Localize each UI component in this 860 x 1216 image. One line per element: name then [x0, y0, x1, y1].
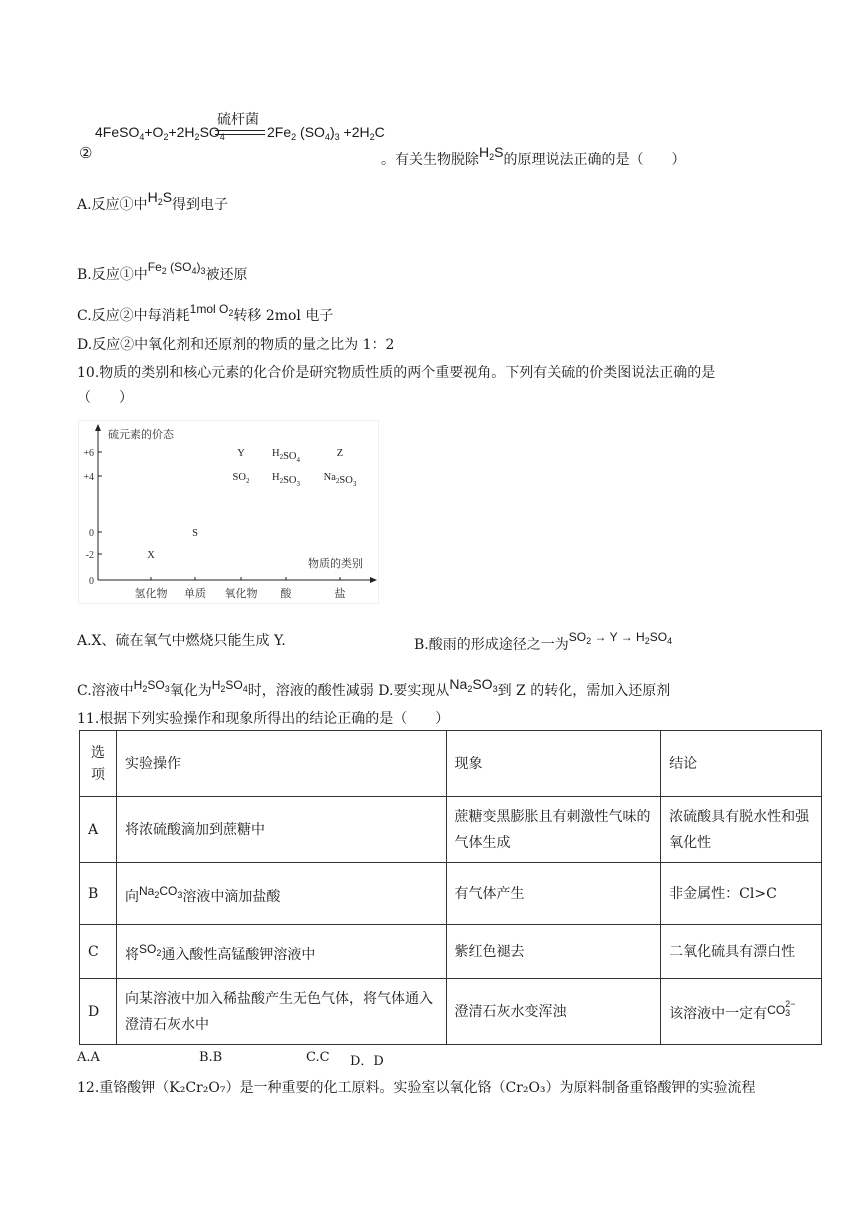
point-label-H2SO3: $H_2SO_3$ [271, 472, 301, 488]
y-tick-label: 0 [89, 576, 94, 587]
q9-option-b: B.反应①中$Fe_2$ $(SO_4)_3$被还原 [77, 260, 248, 283]
row-b-conclusion: 非金属性：Cl>C [661, 863, 822, 925]
x-tick-label: 氢化物 [134, 587, 168, 600]
point-label-Z: Z [336, 448, 344, 459]
equation-2-catalyst: 硫杆菌 [217, 112, 259, 128]
point-label-Na2SO3: $Na_2SO_3$ [323, 472, 357, 488]
y-tick-label: -2 [85, 550, 94, 561]
row-b-phenomenon: 有气体产生 [446, 863, 661, 925]
table-header-row [80, 731, 822, 797]
q11-answer-b: B.B [199, 1050, 223, 1065]
chart-frame [78, 420, 379, 604]
equation-2-rhs: $2Fe_2$ $(SO_4)_3 +2H_2C$ [267, 124, 385, 142]
q9-option-d: D.反应②中氧化剂和还原剂的物质的量之比为 1：2 [77, 337, 395, 353]
row-d-conclusion: 该溶液中一定有CO 2− 3 [661, 979, 822, 1045]
q11-answer-d: D．D [350, 1054, 384, 1069]
y-tick-label: 0 [89, 528, 94, 539]
q11-answer-c: C.C [306, 1050, 330, 1065]
x-tick-label: 氧化物 [224, 587, 258, 600]
equation-2-double-bar [215, 130, 265, 135]
q10-stem: 10.物质的类别和核心元素的化合价是研究物质性质的两个重要视角。下列有关硫的价类图说法正确的是 [77, 365, 716, 381]
x-tick-label: 单质 [184, 587, 206, 600]
table-row [80, 797, 822, 863]
header-option: 选项 [80, 731, 117, 797]
table-row [80, 925, 822, 979]
row-a-option: A [80, 797, 117, 863]
row-b-operation: 向$Na_2CO_3$溶液中滴加盐酸 [116, 863, 446, 925]
row-d-option: D [80, 979, 117, 1045]
x-tick-label: 酸 [280, 587, 292, 600]
row-a-operation: 将浓硫酸滴加到蔗糖中 [116, 797, 446, 863]
point-label-S: S [192, 528, 198, 539]
y-tick-label: +4 [83, 472, 94, 483]
q9-option-c: C.反应②中每消耗1mol $O_2$转移 2mol 电子 [77, 302, 334, 324]
sulfur-valence-chart [78, 420, 379, 604]
experiment-table [79, 730, 822, 1045]
q10-paren: （ ） [77, 390, 133, 406]
q10-option-b: B.酸雨的形成途径之一为$SO_2 \to Y \to H_2SO_4$ [414, 630, 673, 653]
q11-stem: 11.根据下列实验操作和现象所得出的结论正确的是（ ） [77, 711, 450, 727]
header-operation: 实验操作 [116, 731, 446, 797]
q12-stem: 12.重铬酸钾（K₂Cr₂O₇）是一种重要的化工原料。实验室以氧化铬（Cr₂O₃）为原料制备重铬酸钾的实验流程 [77, 1080, 756, 1096]
q10-option-a: A.X、硫在氧气中燃烧只能生成 Y. [77, 633, 286, 649]
y-axis-label: 硫元素的价态 [108, 428, 174, 441]
equation-2-lhs: $4FeSO_4+O_2+2H_2SO_4$ [95, 124, 225, 142]
row-c-conclusion: 二氧化硫具有漂白性 [661, 925, 822, 979]
header-conclusion: 结论 [661, 731, 822, 797]
row-a-phenomenon: 蔗糖变黑膨胀且有刺激性气味的气体生成 [446, 797, 661, 863]
equation-2-marker: ② [79, 144, 93, 162]
header-phenomenon: 现象 [446, 731, 661, 797]
q11-answer-a: A.A [77, 1050, 100, 1065]
table-row [80, 979, 822, 1045]
row-c-operation: 将$SO_2$通入酸性高锰酸钾溶液中 [116, 925, 446, 979]
q10-options-c-d: C.溶液中$H_2SO_3$氧化为$H_2SO_4$时，溶液的酸性减弱 D.要实现从$Na_2SO_3$到 Z 的转化，需加入还原剂 [77, 676, 671, 699]
row-d-phenomenon: 澄清石灰水变浑浊 [446, 979, 661, 1045]
table-row [80, 863, 822, 925]
y-tick-label: +6 [83, 448, 94, 459]
x-axis-label: 物质的类别 [308, 557, 363, 570]
row-c-option: C [80, 925, 117, 979]
chart-svg [78, 420, 379, 604]
row-a-conclusion: 浓硫酸具有脱水性和强氧化性 [661, 797, 822, 863]
q10-option-d: D.要实现从$Na_2SO_3$到 Z 的转化，需加入还原剂 [378, 676, 671, 699]
point-label-X: X [147, 550, 155, 561]
point-label-H2SO4: $H_2SO_4$ [271, 448, 301, 464]
q9-option-a: A.反应①中$H_2S$得到电子 [77, 189, 229, 213]
point-label-Y: Y [237, 448, 245, 459]
question-9-stem: 。有关生物脱除$H_2S$的原理说法正确的是（ ） [381, 144, 686, 168]
point-label-SO2: $SO_2$ [232, 472, 250, 485]
row-b-option: B [80, 863, 117, 925]
x-tick-label: 盐 [334, 587, 346, 600]
row-c-phenomenon: 紫红色褪去 [446, 925, 661, 979]
row-d-operation: 向某溶液中加入稀盐酸产生无色气体，将气体通入澄清石灰水中 [116, 979, 446, 1045]
